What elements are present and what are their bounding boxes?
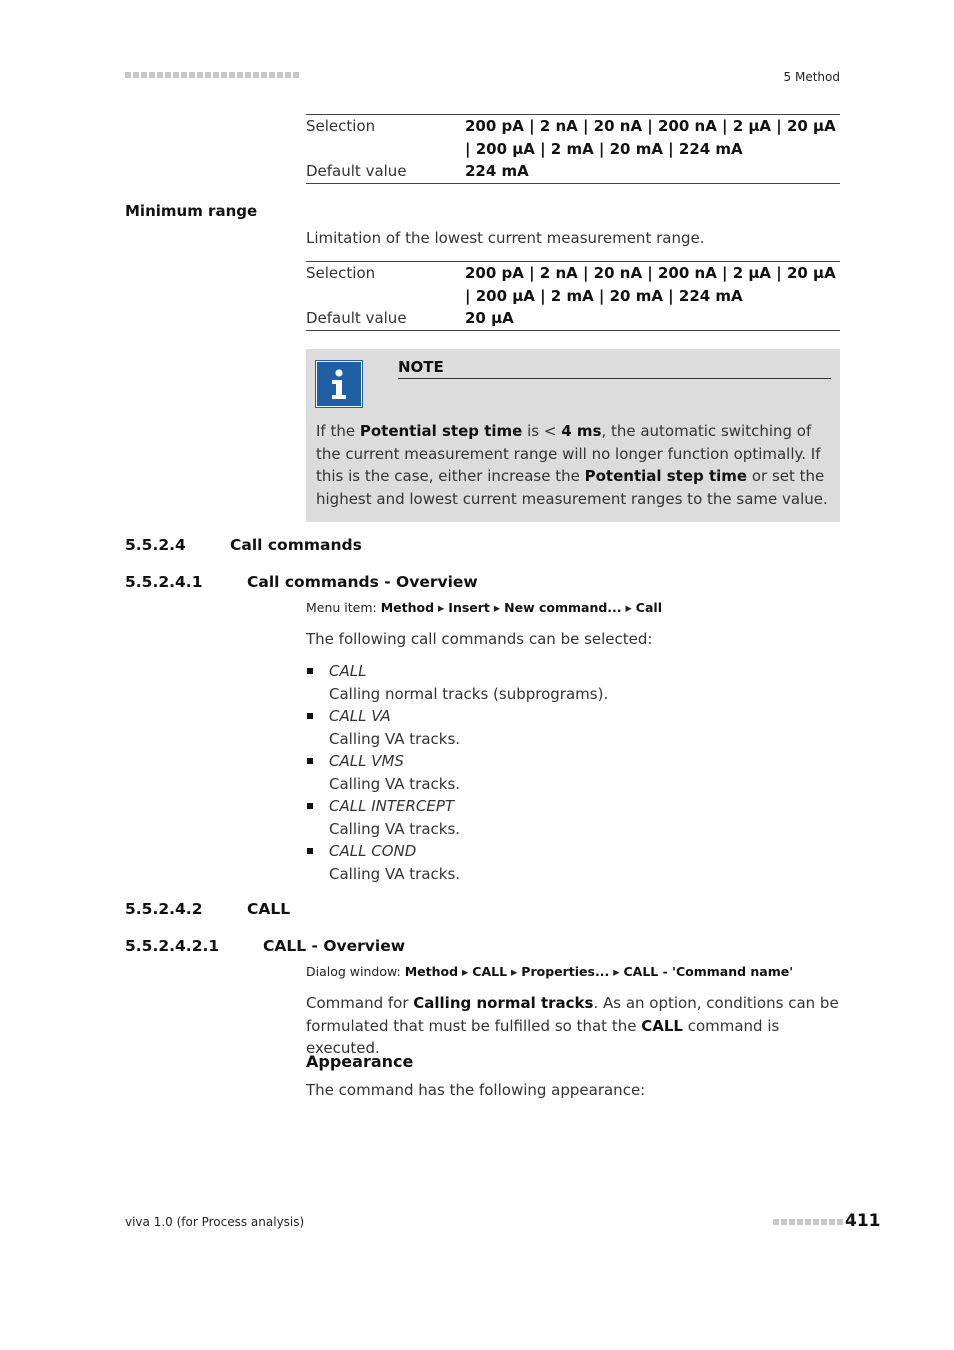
table-row [306,307,840,330]
list-item [306,750,840,795]
command-name: CALL COND [329,842,417,860]
list-item [306,705,840,750]
list-item [306,660,840,705]
table-key: Default value [306,309,407,327]
footer-decoration [773,1219,843,1225]
command-name: CALL INTERCEPT [329,797,455,815]
bullet-icon [307,668,313,674]
bullet-icon [307,803,313,809]
chapter-title: 5 Method [783,70,840,84]
command-description: Calling VA tracks. [329,729,461,748]
note-title: NOTE [398,358,831,379]
table-row [306,262,840,307]
command-description: Calling normal tracks (subprograms). [329,684,609,703]
bullet-icon [307,713,313,719]
section-heading: 5.5.2.4.2 CALL [125,900,291,918]
section-heading: 5.5.2.4.1 Call commands - Overview [125,573,478,591]
table-key: Selection [306,117,376,135]
dialog-window-path: Dialog window: Method ▸ CALL ▸ Properties... ▸ CALL - 'Command name' [306,964,794,979]
bullet-icon [307,758,313,764]
call-description: Command for Calling normal tracks. As an option, conditions can be formulated that must be fulfilled so that the CALL command is executed. [306,994,839,1057]
table-row [306,160,840,183]
parameter-table-max [306,114,840,184]
appearance-heading: Appearance [306,1052,414,1071]
footer-product: viva 1.0 (for Process analysis) [125,1215,305,1229]
command-name: CALL VA [329,707,391,725]
section-heading: 5.5.2.4.2.1 CALL - Overview [125,937,406,955]
bullet-icon [307,848,313,854]
list-item [306,795,840,840]
command-description: Calling VA tracks. [329,774,461,793]
parameter-heading: Minimum range [125,202,258,220]
table-row [306,115,840,160]
section-heading: 5.5.2.4 Call commands [125,536,362,554]
table-value: 20 µA [465,309,514,327]
info-icon [316,361,362,407]
table-key: Selection [306,264,376,282]
table-key: Default value [306,162,407,180]
command-description: Calling VA tracks. [329,819,461,838]
parameter-description: Limitation of the lowest current measurement range. [306,229,705,247]
call-command-list [306,660,840,885]
command-name: CALL [329,662,367,680]
command-description: Calling VA tracks. [329,864,461,883]
parameter-table-min [306,261,840,331]
note-text: If the Potential step time is < 4 ms, the automatic switching of the current measurement range will no longer function optimally. If this is the case, either increase the Potential step time or set the highest and lowest current measurement ranges to the same value. [316,422,828,508]
table-value: 200 pA | 2 nA | 20 nA | 200 nA | 2 µA | 20 µA | 200 µA | 2 mA | 20 mA | 224 mA [465,264,836,305]
note-box [306,349,840,522]
appearance-text: The command has the following appearance: [306,1081,646,1099]
page-number: 411 [845,1211,881,1231]
table-value: 224 mA [465,162,529,180]
overview-intro: The following call commands can be selected: [306,630,653,648]
menu-item-path: Menu item: Method ▸ Insert ▸ New command... ▸ Call [306,600,662,615]
table-value: 200 pA | 2 nA | 20 nA | 200 nA | 2 µA | 20 µA | 200 µA | 2 mA | 20 mA | 224 mA [465,117,836,158]
command-name: CALL VMS [329,752,404,770]
list-item [306,840,840,885]
header-decoration [125,72,299,80]
